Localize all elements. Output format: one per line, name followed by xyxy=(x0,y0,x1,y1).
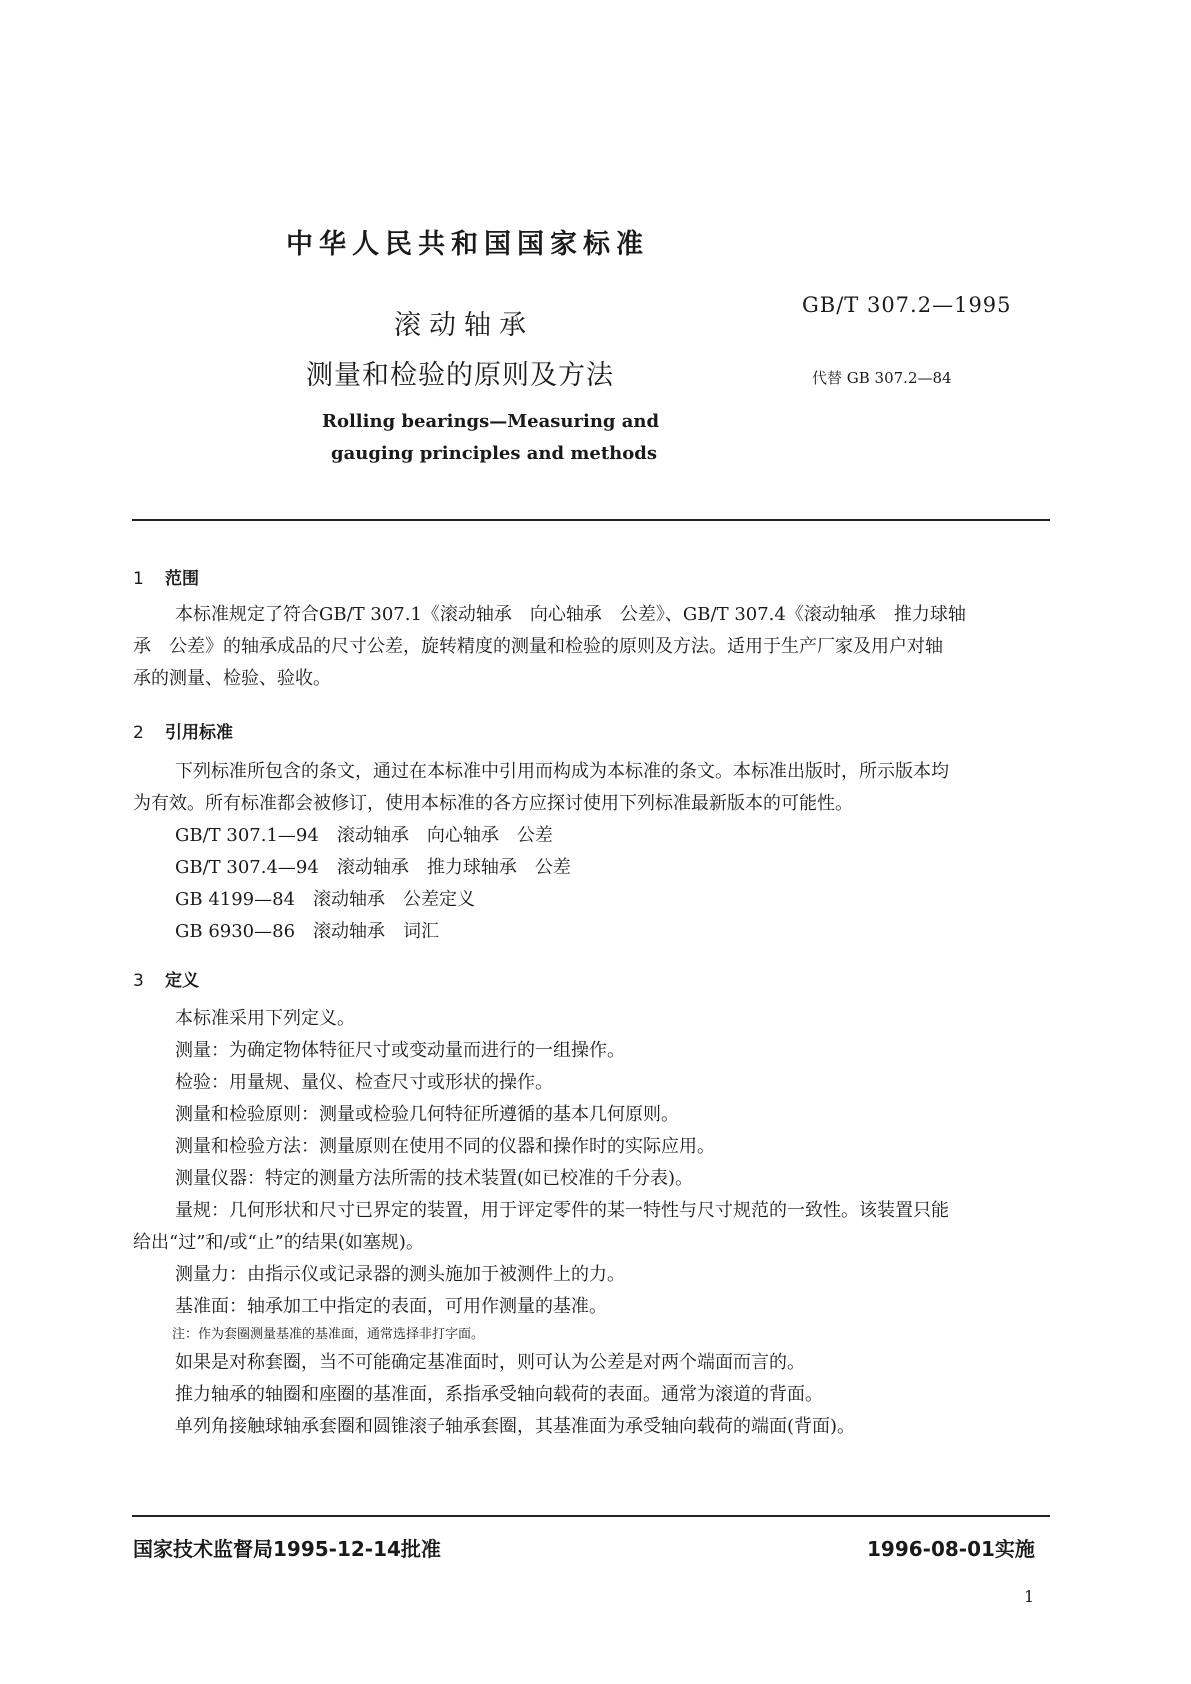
text-line: 本标准规定了符合GB/T 307.1《滚动轴承 向心轴承 公差》、GB/T 307.4《滚动轴承 推力球轴 xyxy=(175,604,966,625)
reference-item: GB 6930—86 滚动轴承 词汇 xyxy=(175,921,440,942)
references-paragraph xyxy=(133,756,949,948)
footer-divider xyxy=(132,1515,1050,1517)
title-line-1: 滚动轴承 xyxy=(394,310,534,341)
section-heading-definitions xyxy=(133,966,199,991)
definition-item: 测量和检验方法：测量原则在使用不同的仪器和操作时的实际应用。 xyxy=(175,1136,715,1157)
note-line: 如果是对称套圈，当不可能确定基准面时，则可认为公差是对两个端面而言的。 xyxy=(175,1352,805,1373)
definition-item: 基准面：轴承加工中指定的表面，可用作测量的基准。 xyxy=(175,1296,607,1317)
text-line: 本标准采用下列定义。 xyxy=(175,1008,355,1029)
reference-item: GB/T 307.1—94 滚动轴承 向心轴承 公差 xyxy=(175,825,553,846)
section-number: 2 xyxy=(133,723,144,743)
reference-item: GB 4199—84 滚动轴承 公差定义 xyxy=(175,889,476,910)
definition-item: 量规：几何形状和尺寸已界定的装置，用于评定零件的某一特性与尺寸规范的一致性。该装置只能 xyxy=(175,1200,949,1221)
section-heading-references xyxy=(133,718,233,743)
section-title: 定义 xyxy=(165,971,199,991)
note-line: 推力轴承的轴圈和座圈的基准面，系指承受轴向载荷的表面。通常为滚道的背面。 xyxy=(175,1384,823,1405)
section-number: 3 xyxy=(133,971,144,991)
note-text: 注：作为套圈测量基准的基准面，通常选择非打字面。 xyxy=(172,1327,485,1342)
note-line: 单列角接触球轴承套圈和圆锥滚子轴承套圈，其基准面为承受轴向载荷的端面(背面)。 xyxy=(175,1416,856,1437)
text-line: 给出“过”和/或“止”的结果(如塞规)。 xyxy=(133,1232,424,1253)
replaces-standard: 代替 GB 307.2—84 xyxy=(812,369,952,387)
approval-info: 国家技术监督局1995-12-14批准 xyxy=(133,1537,441,1561)
header-divider xyxy=(132,519,1050,521)
text-line: 下列标准所包含的条文，通过在本标准中引用而构成为本标准的条文。本标准出版时，所示版本均 xyxy=(175,761,949,782)
national-standard-label: 中华人民共和国国家标准 xyxy=(286,229,649,260)
scope-paragraph xyxy=(133,599,966,695)
text-line: 为有效。所有标准都会被修订，使用本标准的各方应探讨使用下列标准最新版本的可能性。 xyxy=(133,793,853,814)
definition-item: 测量：为确定物体特征尺寸或变动量而进行的一组操作。 xyxy=(175,1040,625,1061)
definitions-paragraph xyxy=(133,1003,949,1443)
section-title: 引用标准 xyxy=(165,723,233,743)
reference-item: GB/T 307.4—94 滚动轴承 推力球轴承 公差 xyxy=(175,857,571,878)
definition-item: 测量和检验原则：测量或检验几何特征所遵循的基本几何原则。 xyxy=(175,1104,679,1125)
title-line-2: 测量和检验的原则及方法 xyxy=(306,360,614,391)
text-line: 承的测量、检验、验收。 xyxy=(133,668,331,689)
section-heading-scope xyxy=(133,564,199,589)
english-title-line-1: Rolling bearings—Measuring and xyxy=(322,411,660,432)
english-title-line-2: gauging principles and methods xyxy=(331,443,657,464)
definition-item: 测量仪器：特定的测量方法所需的技术装置(如已校准的千分表)。 xyxy=(175,1168,694,1189)
definition-item: 检验：用量规、量仪、检查尺寸或形状的操作。 xyxy=(175,1072,553,1093)
text-line: 承 公差》的轴承成品的尺寸公差，旋转精度的测量和检验的原则及方法。适用于生产厂家及用户对轴 xyxy=(133,636,943,657)
implementation-date: 1996-08-01实施 xyxy=(867,1537,1035,1561)
section-title: 范围 xyxy=(165,569,199,589)
definition-item: 测量力：由指示仪或记录器的测头施加于被测件上的力。 xyxy=(175,1264,625,1285)
section-number: 1 xyxy=(133,569,144,589)
page-number: 1 xyxy=(1024,1587,1035,1606)
standard-number: GB/T 307.2—1995 xyxy=(802,293,1012,317)
